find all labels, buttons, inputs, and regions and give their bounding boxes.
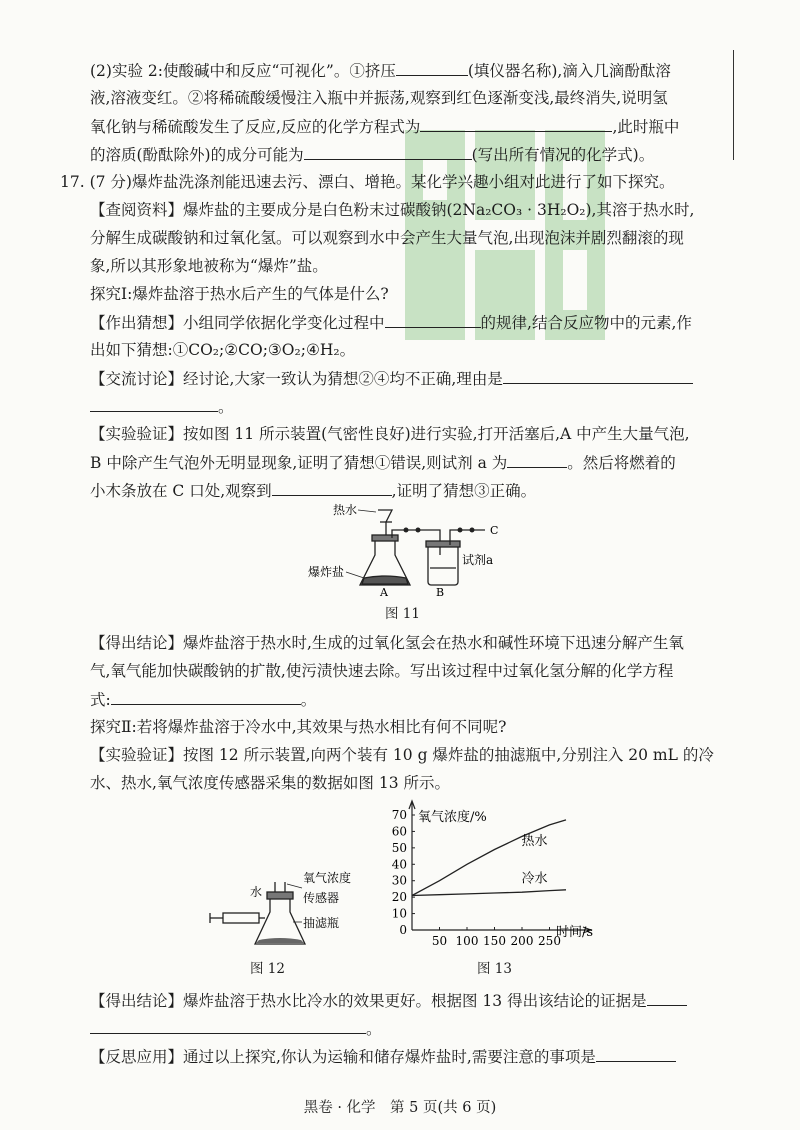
figure-13-caption: 图 13 bbox=[477, 961, 512, 977]
chart-y-tick-label: 0 bbox=[399, 923, 407, 937]
page-footer: 黑卷 · 化学 第 5 页(共 6 页) bbox=[303, 1100, 497, 1116]
q16-line2: 液,溶液变红。②将稀硫酸缓慢注入瓶中并振荡,观察到红色逐渐变浅,最终消失,说明氢 bbox=[90, 89, 668, 107]
chart-series-label: 冷水 bbox=[521, 871, 548, 887]
chart-y-tick-label: 10 bbox=[391, 906, 407, 921]
chart-y-tick-label: 40 bbox=[391, 857, 407, 872]
label-a: A bbox=[380, 586, 388, 599]
q16-line1: (2)实验 2:使酸碱中和反应“可视化”。①挤压 (填仪器名称),滴入几滴酚酞溶 bbox=[90, 62, 671, 80]
q17-ref-c: 象,所以其形象地被称为“爆炸”盐。 bbox=[90, 257, 328, 275]
salt-pile bbox=[362, 576, 408, 584]
label-c: C bbox=[490, 524, 499, 537]
q17-verify-c: 小木条放在 C 口处,观察到 ,证明了猜想③正确。 bbox=[90, 482, 537, 500]
chart-x-tick-label: 250 bbox=[538, 934, 561, 948]
q17-guess-a: 【作出猜想】小组同学依据化学变化过程中 的规律,结合反应物中的元素,作 bbox=[90, 314, 692, 332]
q17-ref-a: 【查阅资料】爆炸盐的主要成分是白色粉末过碳酸钠(2Na₂CO₃ · 3H₂O₂),其溶于热水时, bbox=[90, 201, 695, 219]
q17-reflect: 【反思应用】通过以上探究,你认为运输和储存爆炸盐时,需要注意的事项是 bbox=[90, 1046, 676, 1067]
chart-series-line-1 bbox=[412, 890, 566, 896]
chart-y-tick-label: 50 bbox=[391, 840, 407, 855]
label-salt: 爆炸盐 bbox=[308, 565, 345, 579]
q17-ref-b: 分解生成碳酸钠和过氧化氢。可以观察到水中会产生大量气泡,出现泡沫并剧烈翻滚的现 bbox=[90, 229, 684, 247]
q17-verify-a: 【实验验证】按如图 11 所示装置(气密性良好)进行实验,打开活塞后,A 中产生大量气泡, bbox=[90, 425, 690, 443]
q17-conclusion2-b: 。 bbox=[90, 1018, 382, 1039]
chart-x-tick-label: 50 bbox=[431, 934, 448, 948]
stopper-a bbox=[372, 535, 398, 541]
q17-discuss-cont: 。 bbox=[90, 396, 234, 417]
label-flask: 抽滤瓶 bbox=[303, 916, 340, 930]
q17-explore2: 探究Ⅱ:若将爆炸盐溶于冷水中,其效果与热水相比有何不同呢? bbox=[90, 718, 507, 736]
q17-explore1: 探究Ⅰ:爆炸盐溶于热水后产生的气体是什么? bbox=[90, 285, 389, 303]
q17-conclusion2-a: 【得出结论】爆炸盐溶于热水比冷水的效果更好。根据图 13 得出该结论的证据是 bbox=[90, 990, 687, 1011]
label-reagent: 试剂a bbox=[462, 553, 494, 567]
figure-12-apparatus bbox=[205, 870, 380, 955]
q17-conclusion-b: 气,氧气能加快碳酸钠的扩散,使污渍快速去除。写出该过程中过氧化氢分解的化学方程 bbox=[90, 662, 674, 680]
figure-11-apparatus bbox=[300, 500, 500, 600]
chart-x-tick-label: 150 bbox=[483, 934, 506, 948]
chart-ylabel: 氧气浓度/% bbox=[418, 810, 487, 825]
label-b: B bbox=[436, 586, 445, 599]
figure-11-caption: 图 11 bbox=[385, 606, 420, 622]
chart-x-tick-label: 100 bbox=[455, 934, 479, 948]
q16-line4: 的溶质(酚酞除外)的成分可能为 (写出所有情况的化学式)。 bbox=[90, 146, 655, 164]
figure-12-caption: 图 12 bbox=[250, 961, 285, 977]
label-water: 水 bbox=[250, 885, 263, 899]
chart-y-tick-label: 60 bbox=[391, 824, 407, 839]
chart-x-tick-label: 200 bbox=[510, 934, 534, 948]
label-sensor-1: 氧气浓度 bbox=[303, 871, 352, 885]
chart-y-tick-label: 70 bbox=[391, 808, 407, 822]
q16-line3: 氧化钠与稀硫酸发生了反应,反应的化学方程式为 ,此时瓶中 bbox=[90, 118, 680, 136]
syringe bbox=[223, 913, 259, 923]
q17-guess-c: 出如下猜想:①CO₂;②CO;③O₂;④H₂。 bbox=[90, 341, 356, 359]
filter-flask bbox=[255, 898, 305, 944]
chart-series-label: 热水 bbox=[521, 833, 548, 849]
chart-xlabel: 时间/s bbox=[556, 925, 594, 940]
margin-rule bbox=[733, 50, 734, 160]
figure-13-chart bbox=[370, 795, 620, 955]
bottle-b bbox=[428, 545, 458, 585]
question-number: 17. bbox=[60, 173, 85, 191]
chart-y-tick-label: 20 bbox=[391, 890, 407, 905]
chart-y-tick-label: 30 bbox=[391, 873, 407, 888]
q17-conclusion-c: 式: 。 bbox=[90, 691, 317, 709]
q17-discuss: 【交流讨论】经讨论,大家一致认为猜想②④均不正确,理由是 bbox=[90, 368, 693, 389]
q17-intro: 17. (7 分)爆炸盐洗涤剂能迅速去污、漂白、增艳。某化学兴趣小组对此进行了如下探究。 bbox=[60, 173, 675, 191]
q17-conclusion-a: 【得出结论】爆炸盐溶于热水时,生成的过氧化氢会在热水和碱性环境下迅速分解产生氧 bbox=[90, 634, 684, 652]
q17-verify2-b: 水、热水,氧气浓度传感器采集的数据如图 13 所示。 bbox=[90, 774, 451, 792]
q17-verify-b: B 中除产生气泡外无明显现象,证明了猜想①错误,则试剂 a 为 。然后将燃着的 bbox=[90, 454, 676, 472]
q17-verify2-a: 【实验验证】按图 12 所示装置,向两个装有 10 g 爆炸盐的抽滤瓶中,分别注入 20 mL 的冷 bbox=[90, 746, 714, 764]
label-sensor-2: 传感器 bbox=[303, 891, 340, 905]
label-hot-water: 热水 bbox=[333, 503, 358, 517]
